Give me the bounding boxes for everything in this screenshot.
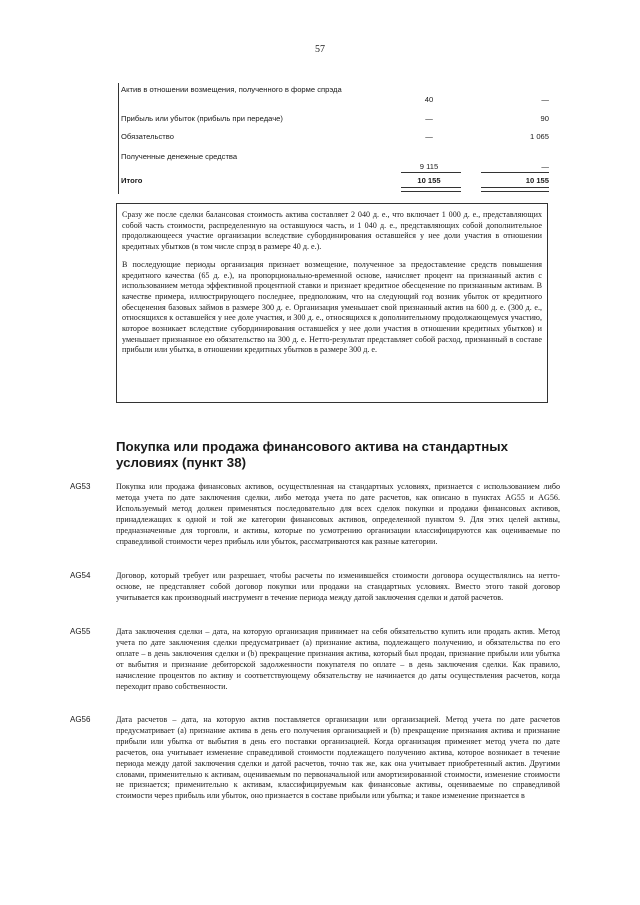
debit-value: 40	[424, 95, 434, 104]
paragraph-number: AG55	[70, 627, 91, 636]
paragraph-text: Дата расчетов – дата, на которую актив поставляется организации или организацией. Метод учета по дате расчетов предусматривает (a) признание актива в день его получения организацией и (b) прекращение признания актива и признание прибыли или убытка от выбытия в день его поставки организацией. Когда организация применяет метод учета по дате расчетов, она учитывает изменение справедливой стоимости подлежащего получению актива, которое возникает в течение периода между датой заключения сделки и датой расчетов, точно так же, как она учитывает приобретенный актив. Другими словами, применительно к активам, оцениваемым по первоначальной или амортизированной стоимости, изменение стоимости не признается; применительно к активам, классифицируемым как финансовые активы, оцениваемые по справедливой стоимости через прибыль или убыток, оно признается в составе прибыли или убытка; и такое изменение признается в	[116, 715, 560, 801]
page-number: 57	[315, 44, 325, 55]
credit-value: 1 065	[529, 132, 549, 141]
paragraph-number: AG53	[70, 482, 91, 491]
example-note-box	[116, 203, 548, 403]
row-label: Полученные денежные средства	[121, 152, 238, 161]
credit-value: —	[541, 162, 549, 171]
row-label: Обязательство	[121, 132, 174, 141]
debit-value: —	[425, 114, 433, 123]
debit-value: —	[425, 132, 433, 141]
subtotal-rule	[481, 172, 549, 173]
credit-value: —	[541, 95, 549, 104]
row-label: Итого	[121, 176, 143, 185]
section-heading: Покупка или продажа финансового актива на стандартных условиях (пункт 38)	[116, 439, 509, 470]
credit-total: 10 155	[525, 176, 549, 185]
financial-table	[118, 83, 551, 194]
paragraph-text: Покупка или продажа финансовых активов, осуществленная на стандартных условиях, признается с использованием либо метода учета по дате заключения сделки, либо метода учета по дате расчетов, как описано в пунктах AG55 и AG56. Используемый метод должен применяться последовательно для всех сделок покупки и продажи финансовых активов, принадлежащих к одной и той же категории финансовых активов, определенной пунктом 9. Для этих целей активы, предназначенные для торговли, и активы, которые по усмотрению организации классифицируются как оцениваемые по справедливой стоимости через прибыль или убыток, рассматриваются как разные категории.	[116, 482, 560, 546]
total-double-rule	[401, 187, 461, 192]
row-label: Актив в отношении возмещения, полученного в форме спрэда	[121, 85, 342, 94]
row-label: Прибыль или убыток (прибыль при передаче)	[121, 114, 283, 123]
debit-total: 10 155	[417, 176, 441, 185]
note-paragraph: В последующие периоды организация признает возмещение, полученное за предоставление средств повышения кредитного качества (65 д. е.), на пропорционально-временной основе, начисляет процент на признанный актив с использованием метода эффективной процентной ставки и признает кредитное обесценение по признанным активам. В качестве примера, иллюстрирующего последнее, предположим, что на следующий год возник убыток от кредитного обесценения базовых займов в размере 300 д. е. Организация уменьшает свой признанный актив на 600 д. е. (300 д. е., относящихся к оставшейся у нее доле участия, и 300 д. е., относящихся к дополнительному продолжающемуся участию, которое возникает вследствие субординирования оставшейся у нее доли участия в отношении кредитных убытков) и уменьшает признанное ею обязательство на 300 д. е. Нетто-результат представляет собой расход, признанный в составе прибыли или убытка, в отношении кредитных убытков в размере 300 д. е.	[122, 259, 542, 355]
paragraph-text: Дата заключения сделки – дата, на которую организация принимает на себя обязательство купить или продать актив. Метод учета по дате заключения сделки предусматривает (a) признание актива, подлежащего получению, и обязательства по его оплате – в день заключения сделки и (b) прекращение признания актива, который был продан, признание прибыли или убытка от выбытия и признание дебиторской задолженности покупателя по оплате – в день заключения сделки. Как правило, начисление процентов по активу и соответствующему обязательству не начинается до даты осуществления расчетов, когда переходит право собственности.	[116, 627, 560, 691]
paragraph-number: AG54	[70, 571, 91, 580]
paragraph-text: Договор, который требует или разрешает, чтобы расчеты по изменившейся стоимости договора осуществлялись на нетто-основе, не представляет собой договор покупки или продажи на стандартных условиях. Вместо этого такой договор учитывается как производный инструмент в течение периода между датой заключения сделки и датой расчетов.	[116, 571, 560, 602]
debit-value: 9 115	[419, 162, 439, 171]
total-double-rule	[481, 187, 549, 192]
subtotal-rule	[401, 172, 461, 173]
note-paragraph: Сразу же после сделки балансовая стоимость актива составляет 2 040 д. е., что включает 1 000 д. е., представляющих собой часть стоимости, распределенную на оставшуюся часть, и 1 040 д. е., представляющих собой дополнительное продолжающееся участие организации вследствие субординирования оставшейся у нее доли участия в отношении кредитных убытков (в том числе спрэд в размере 40 д. е.).	[122, 210, 542, 252]
paragraph-number: AG56	[70, 715, 91, 724]
credit-value: 90	[540, 114, 549, 123]
